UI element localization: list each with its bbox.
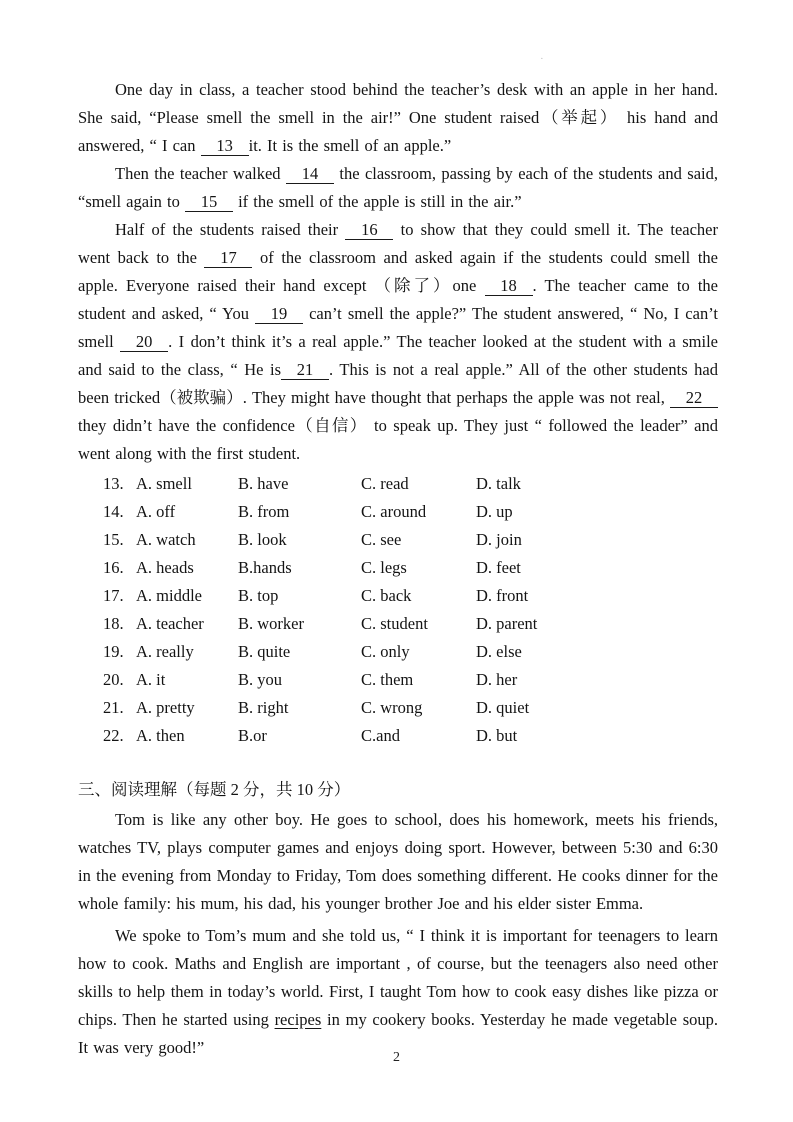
option-row [103,722,718,750]
section-heading: 三、阅读理解（每题 2 分，共 10 分） [78,780,351,799]
option-a: A. it [136,670,166,689]
option-row [103,638,718,666]
option-b: B.hands [238,558,292,577]
question-number: 14. [103,502,124,521]
page-number: 2 [393,1050,400,1065]
cloze-blank: 13 [201,136,249,156]
option-a: A. heads [136,558,194,577]
option-a: A. off [136,502,176,521]
cloze-blank: 20 [120,332,168,352]
option-a: A. then [136,726,185,745]
option-b: B. quite [238,642,291,661]
option-a: A. middle [136,586,202,605]
question-number: 22. [103,726,124,745]
option-d: D. up [476,502,513,521]
option-c: C. wrong [361,698,423,717]
question-number: 18. [103,614,124,633]
paragraph: We spoke to Tom’s mum and she told us, “ I think it is important for teenagers to learn how to cook. Maths and English are important , of course, but the teenagers also need other skills to help them in today’s world. First, I taught Tom how to cook easy dishes like pizza or chips. Then he started using recipes in my cookery books. Yesterday he made vegetable soup. It was very good!” [78,926,718,1057]
option-c: C. read [361,474,409,493]
cloze-blank: 22 [670,388,718,408]
option-c: C. legs [361,558,407,577]
option-b: B. look [238,530,287,549]
option-a: A. watch [136,530,196,549]
option-d: D. quiet [476,698,530,717]
paragraph: Then the teacher walked 14 the classroom, passing by each of the students and said, “smell again to 15 if the smell of the apple is still in the air.” [78,164,718,211]
option-d: D. talk [476,474,521,493]
option-row [103,470,718,498]
option-b: B. have [238,474,289,493]
option-a: A. really [136,642,194,661]
question-number: 17. [103,586,124,605]
cloze-options [103,470,718,750]
option-c: C. around [361,502,427,521]
option-c: C. back [361,586,412,605]
paragraph: Half of the students raised their 16 to show that they could smell it. The teacher went back to the 17 of the classroom and asked again if the students could smell the apple. Everyone raised their hand except （除了）one 18 . The teacher came to the student and asked, “ You 19 can’t smell the apple?” The student answered, “ No, I can’t smell 20 . I don’t think it’s a real apple.” The teacher looked at the student with a smile and said to the class, “ He is 21 . This is not a real apple.” All of the other students had been tricked（被欺骗）. They might have thought that perhaps the apple was not real, 22 they didn’t have the confidence（自信） to speak up. They just “ followed the leader” and went along with the first student. [78,220,719,463]
cloze-blank: 18 [485,276,533,296]
option-d: D. but [476,726,518,745]
page-content [78,76,718,1062]
option-b: B. right [238,698,289,717]
option-d: D. front [476,586,529,605]
option-row [103,498,718,526]
paragraph: One day in class, a teacher stood behind the teacher’s desk with an apple in her hand. She said, “Please smell the smell in the air!” One student raised（举起） his hand and answered, “ I can 13 it. It is the smell of an apple.” [78,80,718,155]
stray-mark: · [540,53,544,65]
cloze-blank: 21 [281,360,329,380]
option-b: B.or [238,726,267,745]
question-number: 20. [103,670,124,689]
option-c: C. only [361,642,410,661]
option-d: D. join [476,530,522,549]
cloze-blank: 14 [286,164,334,184]
option-d: D. feet [476,558,521,577]
question-number: 16. [103,558,124,577]
option-c: C. student [361,614,428,633]
option-row [103,610,718,638]
option-c: C.and [361,726,400,745]
option-row [103,554,718,582]
cloze-blank: 17 [204,248,252,268]
paragraph: Tom is like any other boy. He goes to school, does his homework, meets his friends, watches TV, plays computer games and enjoys doing sport. However, between 5:30 and 6:30 in the evening from Monday to Friday, Tom does something different. He cooks dinner for the whole family: his mum, his dad, his younger brother Joe and his elder sister Emma. [78,810,718,913]
option-a: A. smell [136,474,192,493]
option-row [103,526,718,554]
cloze-blank: 15 [185,192,233,212]
option-b: B. from [238,502,290,521]
option-a: A. teacher [136,614,204,633]
cloze-blank: 19 [255,304,303,324]
question-number: 13. [103,474,124,493]
option-b: B. worker [238,614,304,633]
option-c: C. them [361,670,414,689]
cloze-blank: 16 [345,220,393,240]
option-b: B. you [238,670,283,689]
option-a: A. pretty [136,698,195,717]
option-d: D. her [476,670,518,689]
option-row [103,694,718,722]
option-row [103,582,718,610]
option-c: C. see [361,530,402,549]
option-d: D. else [476,642,522,661]
option-b: B. top [238,586,279,605]
underlined-word: recipes [274,1010,322,1029]
option-row [103,666,718,694]
reading-passage [78,806,718,1062]
question-number: 15. [103,530,124,549]
question-number: 19. [103,642,124,661]
option-d: D. parent [476,614,538,633]
question-number: 21. [103,698,124,717]
cloze-passage [78,76,718,468]
